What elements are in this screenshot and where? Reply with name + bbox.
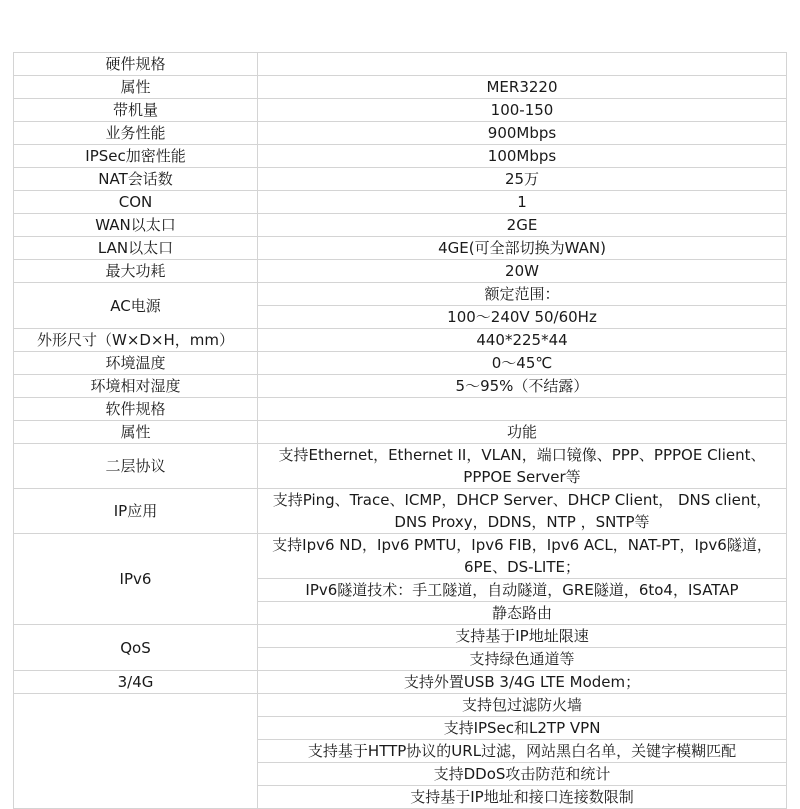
row-value: 静态路由 <box>258 602 787 625</box>
row-value: 支持IPSec和L2TP VPN <box>258 717 787 740</box>
table-row <box>14 375 787 398</box>
table-row <box>14 145 787 168</box>
row-value: 5～95%（不结露） <box>258 375 787 398</box>
row-label: 硬件规格 <box>14 53 258 76</box>
row-value: 1 <box>258 191 787 214</box>
row-label <box>14 694 258 809</box>
row-label: WAN以太口 <box>14 214 258 237</box>
row-value <box>258 53 787 76</box>
table-row <box>14 352 787 375</box>
row-label: 环境温度 <box>14 352 258 375</box>
row-label: 软件规格 <box>14 398 258 421</box>
row-label: 带机量 <box>14 99 258 122</box>
table-row <box>14 237 787 260</box>
table-row <box>14 53 787 76</box>
row-label: 二层协议 <box>14 444 258 489</box>
row-value: 支持DDoS攻击防范和统计 <box>258 763 787 786</box>
table-row <box>14 534 787 579</box>
row-label: 属性 <box>14 421 258 444</box>
table-row <box>14 489 787 534</box>
row-label: QoS <box>14 625 258 671</box>
row-value: 900Mbps <box>258 122 787 145</box>
table-row <box>14 76 787 99</box>
row-value: 功能 <box>258 421 787 444</box>
table-row <box>14 122 787 145</box>
row-value: 额定范围： <box>258 283 787 306</box>
row-label: IPSec加密性能 <box>14 145 258 168</box>
table-row <box>14 444 787 489</box>
row-value: 20W <box>258 260 787 283</box>
row-label: 环境相对湿度 <box>14 375 258 398</box>
row-label: 最大功耗 <box>14 260 258 283</box>
table-row <box>14 421 787 444</box>
table-row <box>14 191 787 214</box>
row-value: 440*225*44 <box>258 329 787 352</box>
table-row <box>14 329 787 352</box>
row-value <box>258 398 787 421</box>
row-label: LAN以太口 <box>14 237 258 260</box>
row-label: NAT会话数 <box>14 168 258 191</box>
table-row <box>14 99 787 122</box>
row-label: 业务性能 <box>14 122 258 145</box>
row-value: 支持基于HTTP协议的URL过滤，网站黑白名单，关键字模糊匹配 <box>258 740 787 763</box>
row-value: 100～240V 50/60Hz <box>258 306 787 329</box>
row-label: CON <box>14 191 258 214</box>
row-value: MER3220 <box>258 76 787 99</box>
row-label: 属性 <box>14 76 258 99</box>
row-label: 3/4G <box>14 671 258 694</box>
row-label: IPv6 <box>14 534 258 625</box>
row-value: 支持绿色通道等 <box>258 648 787 671</box>
row-value: 100-150 <box>258 99 787 122</box>
row-label: AC电源 <box>14 283 258 329</box>
table-row <box>14 694 787 717</box>
row-value: 支持Ipv6 ND，Ipv6 PMTU，Ipv6 FIB，Ipv6 ACL，NAT-PT，Ipv6隧道，6PE、DS-LITE； <box>258 534 787 579</box>
row-value: 0～45℃ <box>258 352 787 375</box>
row-value: 支持基于IP地址限速 <box>258 625 787 648</box>
row-value: 100Mbps <box>258 145 787 168</box>
row-label: IP应用 <box>14 489 258 534</box>
table-row <box>14 260 787 283</box>
spec-table <box>13 52 787 809</box>
row-value: IPv6隧道技术：手工隧道，自动隧道，GRE隧道，6to4，ISATAP <box>258 579 787 602</box>
row-value: 支持基于IP地址和接口连接数限制 <box>258 786 787 809</box>
table-row <box>14 398 787 421</box>
row-value: 支持Ethernet，Ethernet II，VLAN，端口镜像、PPP、PPPOE Client、PPPOE Server等 <box>258 444 787 489</box>
table-row <box>14 214 787 237</box>
row-value: 支持包过滤防火墙 <box>258 694 787 717</box>
spec-table-body <box>14 53 787 809</box>
table-row <box>14 625 787 648</box>
row-value: 支持Ping、Trace、ICMP，DHCP Server、DHCP Client， DNS client，DNS Proxy，DDNS，NTP ，SNTP等 <box>258 489 787 534</box>
row-value: 25万 <box>258 168 787 191</box>
row-value: 2GE <box>258 214 787 237</box>
table-row <box>14 671 787 694</box>
row-value: 4GE(可全部切换为WAN) <box>258 237 787 260</box>
table-row <box>14 283 787 306</box>
table-row <box>14 168 787 191</box>
row-value: 支持外置USB 3/4G LTE Modem； <box>258 671 787 694</box>
row-label: 外形尺寸（W×D×H，mm） <box>14 329 258 352</box>
